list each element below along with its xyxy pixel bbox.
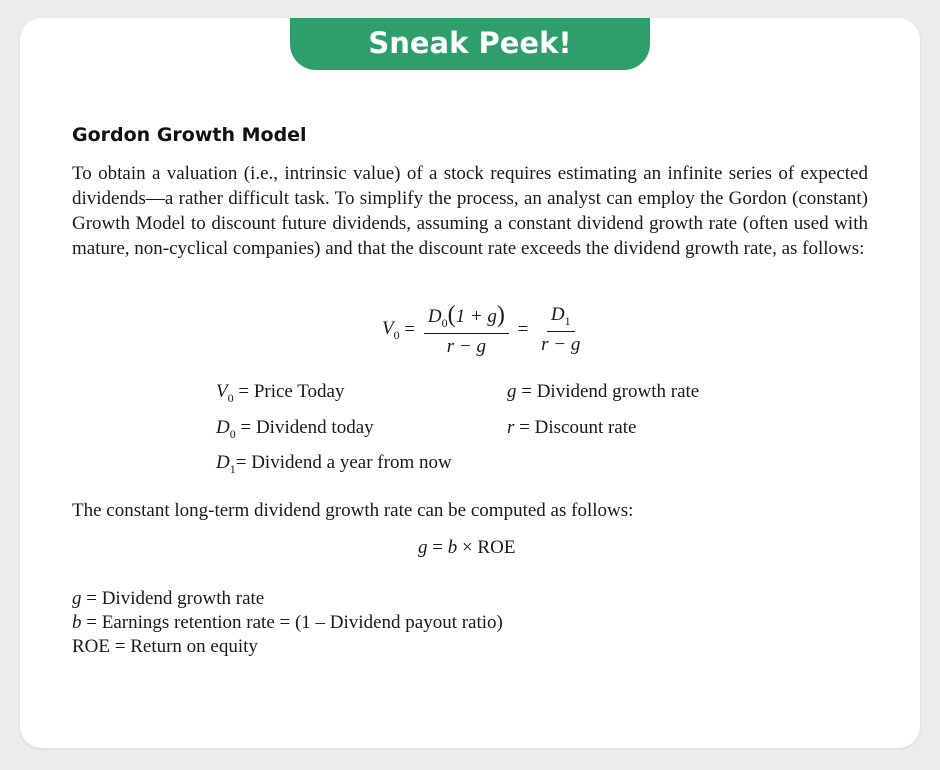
definition-r: r = Discount rate (507, 417, 637, 438)
legend-roe: ROE = Return on equity (72, 636, 258, 657)
formula-fraction-1: $\frac{D_0(1 + g)}{r - g}$ (424, 302, 509, 358)
growth-sentence: The constant long-term dividend growth rate can be computed as follows: (72, 500, 634, 521)
sneak-peek-banner: Sneak Peek! (290, 18, 650, 70)
definition-g: g = Dividend growth rate (507, 381, 700, 402)
gordon-formula: $V_0$ = $\frac{D_0(1 + g)}{r - g}$ = $\frac{D_1}{r - g}$ (382, 300, 588, 360)
definition-d1: $D_1=$ Dividend a year from now (216, 452, 452, 476)
legend-g: g = Dividend growth rate (72, 588, 265, 609)
intro-paragraph: To obtain a valuation (i.e., intrinsic value) of a stock requires estimating an infinite series of expected dividends—a rather difficult task. To simplify the process, an analyst can employ the Gordon (constant) Growth Model to discount future dividends, assuming a constant dividend growth rate (often used with mature, non-cyclical companies) and that the discount rate exceeds the dividend growth rate, as follows: (72, 163, 868, 259)
legend-b: b = Earnings retention rate = (1 – Dividend payout ratio) (72, 612, 503, 633)
formula-fraction-2: $\frac{D_1}{r - g}$ (541, 304, 581, 355)
section-heading: Gordon Growth Model (72, 124, 307, 146)
definition-d0: $D_0$ = Dividend today (216, 417, 374, 441)
definition-v0: $V_0$ = Price Today (216, 381, 345, 405)
formula-lhs: $V_0$ (382, 317, 400, 342)
growth-formula: g = b × ROE (418, 537, 516, 558)
